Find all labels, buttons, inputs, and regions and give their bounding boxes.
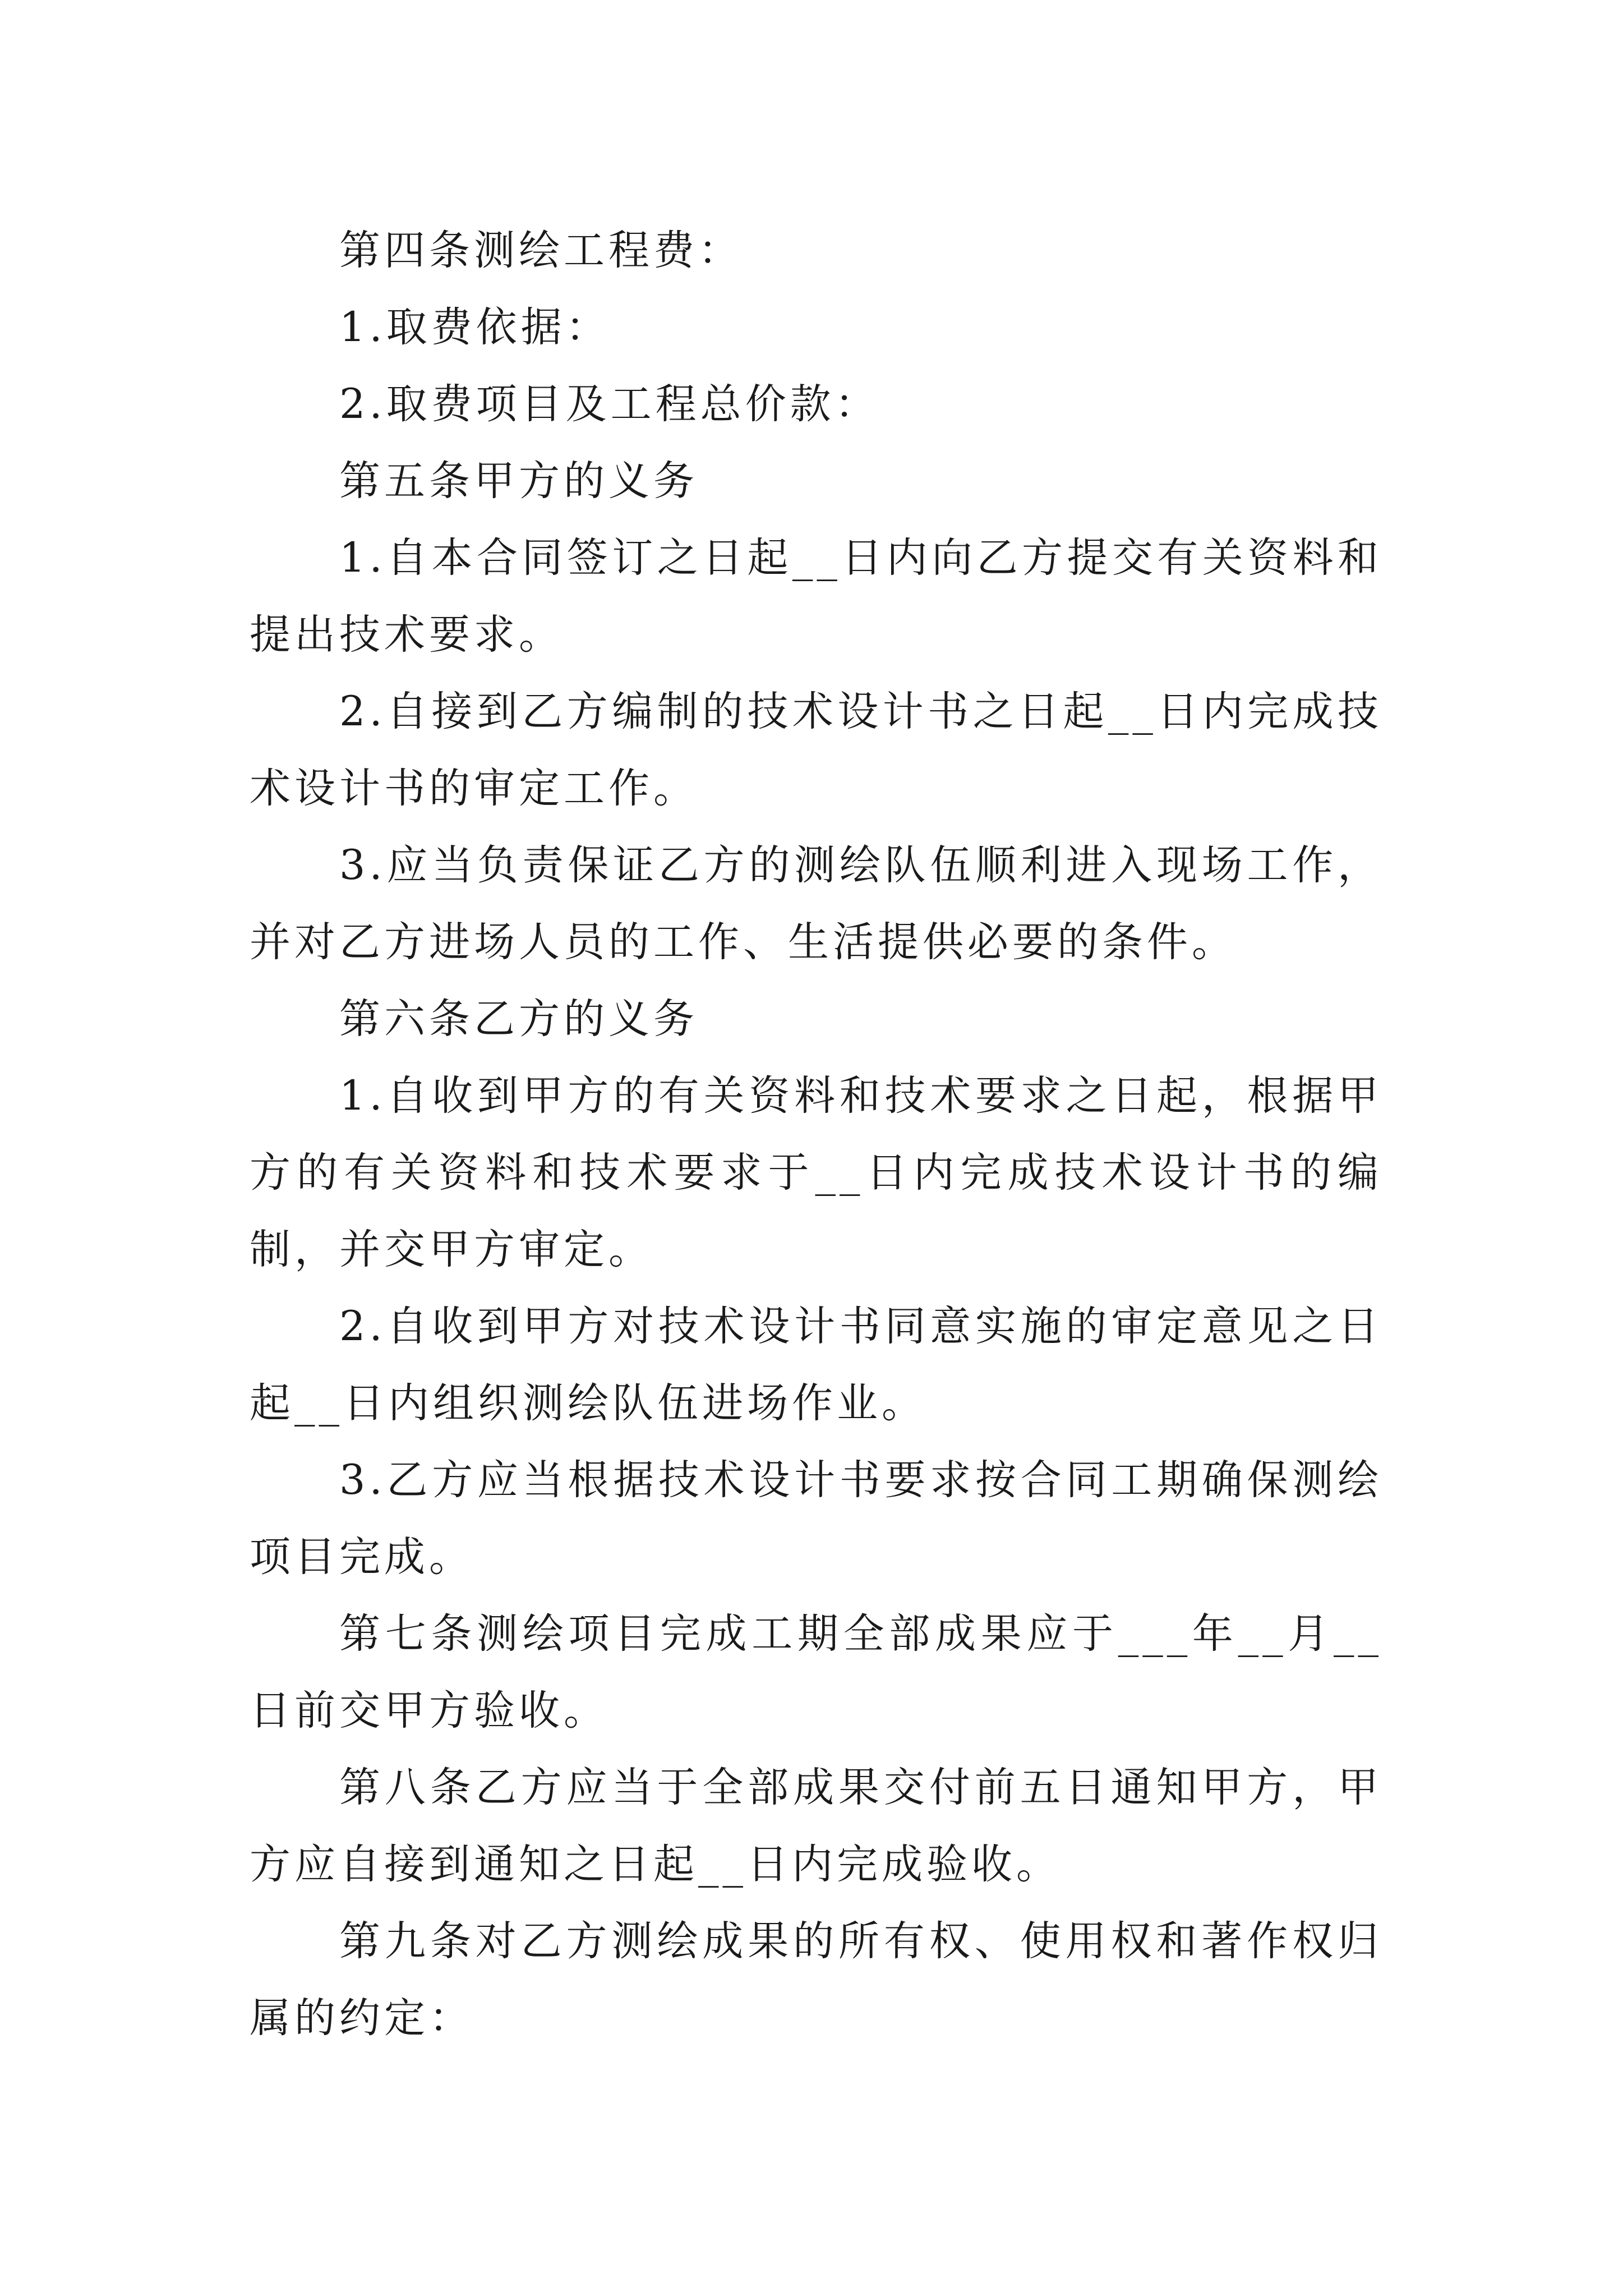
article-4-item-2: 2.取费项目及工程总价款： [339, 380, 880, 428]
article-5-heading: 第五条甲方的义务 [339, 457, 698, 505]
article-9: 第九条对乙方测绘成果的所有权、使用权和著作权归属的约定： [250, 1917, 1382, 2042]
article-7: 第七条测绘项目完成工期全部成果应于___年__月__日前交甲方验收。 [250, 1610, 1382, 1734]
article-6-item-2: 2.自收到甲方对技术设计书同意实施的审定意见之日起__日内组织测绘队伍进场作业。 [250, 1303, 1382, 1427]
article-5-item-1: 1.自本合同签订之日起__日内向乙方提交有关资料和提出技术要求。 [250, 534, 1382, 659]
document-body [250, 212, 1382, 2056]
article-4-item-1: 1.取费依据： [339, 303, 611, 351]
article-6-item-3: 3.乙方应当根据技术设计书要求按合同工期确保测绘项目完成。 [250, 1456, 1382, 1581]
article-6-item-1: 1.自收到甲方的有关资料和技术要求之日起，根据甲方的有关资料和技术要求于__日内完成技术设计书的编制，并交甲方审定。 [250, 1072, 1382, 1273]
article-5-item-2: 2.自接到乙方编制的技术设计书之日起__日内完成技术设计书的审定工作。 [250, 688, 1382, 812]
article-5-item-3: 3.应当负责保证乙方的测绘队伍顺利进入现场工作，并对乙方进场人员的工作、生活提供必要的条件。 [250, 841, 1382, 966]
article-8: 第八条乙方应当于全部成果交付前五日通知甲方，甲方应自接到通知之日起__日内完成验收。 [250, 1764, 1382, 1888]
article-4-heading: 第四条测绘工程费： [339, 227, 743, 274]
article-6-heading: 第六条乙方的义务 [339, 995, 698, 1043]
